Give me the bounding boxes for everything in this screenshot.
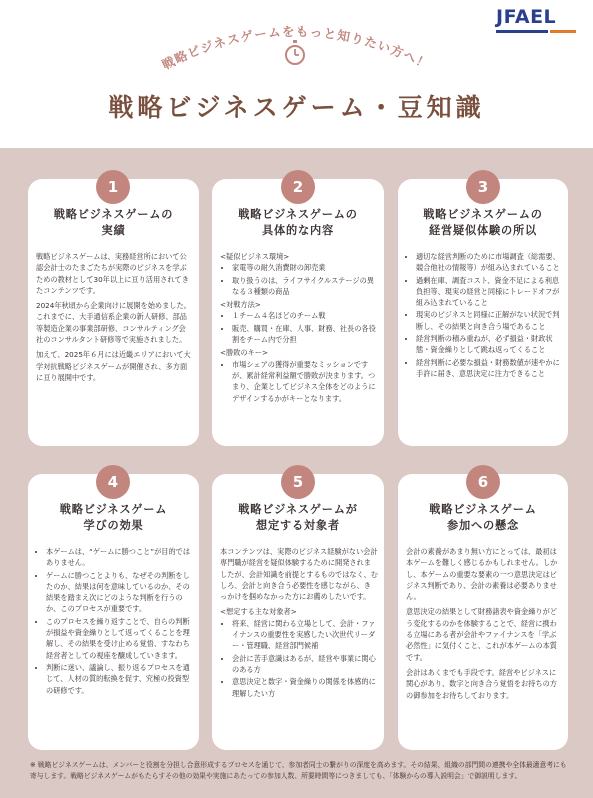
list-item: • 取り扱うのは、ライフサイクルステージの異なる３種類の商品 — [232, 275, 378, 298]
list-item: • 本ゲームは、“ゲームに勝つこと”が目的ではありません。 — [46, 546, 193, 569]
list-item: • 将来、経営に関わる立場として、会計・ファイナンスの重要性を実感したい次世代リーダー・管理職、経営部門候補 — [232, 618, 378, 652]
list-item: • 会計に苦手意識はあるが、経営や事業に関心のある方 — [232, 653, 378, 676]
list-item: • 過剰在庫、調査コスト、資金不足による利息負担等、現実の経営と同様にトレードオフが組み込まれていること — [416, 275, 562, 309]
card-title: 戦略ビジネスゲームの 具体的な内容 — [238, 208, 358, 237]
card-1 — [28, 179, 199, 446]
paragraph: 加えて、2025年６月には近畿エリアにおいて大学対抗戦略ビジネスゲームが開催され、多方面に亘り展開中です。 — [36, 350, 191, 382]
card-6 — [398, 474, 568, 750]
stopwatch-icon — [283, 40, 307, 66]
list-item: • 家電等の耐久消費財の卸売業 — [232, 262, 378, 273]
card-2 — [212, 179, 384, 446]
card-title: 戦略ビジネスゲームの 実績 — [53, 208, 174, 237]
list-item: • 市場シェアの獲得が重要なミッションですが、累計経常利益額で勝敗が決まります。つまり、企業としてビジネス全体をどのようにデザインするかがキーとなります。 — [232, 359, 378, 404]
jfael-logo: JFAEL — [496, 6, 557, 28]
card-body — [36, 251, 193, 387]
card-title: 戦略ビジネスゲームが 想定する対象者 — [238, 503, 358, 532]
section-heading: <想定する主な対象者> — [220, 607, 297, 617]
card-number: 2 — [281, 170, 315, 204]
card-body — [406, 546, 562, 705]
card-5 — [212, 474, 384, 750]
list-item: • ゲームに勝つことよりも、なぜその判断をしたのか、結果は何を意味しているのか、その結果を踏まえ次にどのような判断を行うのか、このプロセスが重要です。 — [46, 570, 193, 615]
list-item: • 意思決定と数字・資金繰りの関係を体感的に理解したい方 — [232, 676, 378, 699]
section-heading: <疑似ビジネス環境> — [220, 252, 290, 261]
list-item: • １チーム４名ほどのチーム戦 — [232, 310, 378, 321]
card-number: 3 — [466, 170, 500, 204]
card-body — [220, 251, 378, 406]
section-heading: <勝敗のキー> — [220, 348, 268, 358]
card-number: 4 — [96, 465, 130, 499]
card-number: 5 — [281, 465, 315, 499]
card-title: 戦略ビジネスゲーム 学びの効果 — [59, 503, 168, 532]
list-item: • 適切な経営判断のために市場調査（総需要、競合他社の情報等）が組み込まれていること — [416, 251, 562, 274]
list-item: • 現実のビジネスと同様に正解がない状況で判断し、その結果と向き合う場であること — [416, 309, 562, 332]
page-title: 戦略ビジネスゲーム・豆知識 — [108, 93, 485, 122]
card-4 — [28, 474, 199, 750]
card-body — [404, 251, 562, 381]
paragraph: 会計の素養があまり無い方にとっては、最初は本ゲームを難しく感じるかもしれません。しかし、本ゲームの重要な要素の一つ意思決定はビジネス判断であり、会計の素養は必要ありません。 — [406, 547, 558, 602]
paragraph: 会計はあくまでも手段です。経営やビジネスに関心があり、数字と向き合う覚悟をお持ちの方の御参加をお待ちしております。 — [406, 667, 557, 700]
paragraph: 意思決定の結果として財務諸表や資金繰りがどう変化するのかを体験することで、経営に携わる立場にある者が会計やファイナンスを「学ぶ必然性」に気付くこと、これが本ゲームの本質です。 — [406, 607, 557, 662]
list-item: • 販売、購買・在庫、人事、財務、社長の各役割をチーム内で分担 — [232, 323, 378, 346]
list-item: • 経営判断に必要な損益・財務数値が速やかに手許に届き、意思決定に注力できること — [416, 357, 562, 380]
card-3 — [398, 179, 568, 446]
section-heading: <対戦方法> — [220, 300, 261, 310]
paragraph: 戦略ビジネスゲームは、実務経営所において公認会計士のたまごたちが実際のビジネスを学ぶための教材として30年以上に亘り活用されてきたコンテンツです。 — [36, 252, 189, 295]
list-item: • 経営判断の積み重ねが、必ず損益・財政状態・資金繰りとして跳ね返ってくること — [416, 333, 562, 356]
list-item: • このプロセスを繰り返すことで、自らの判断が損益や資金繰りとして返ってくることを理解し、その結果を受け止める覚悟、すなわち経営者としての視座を醸成していきます。 — [46, 616, 193, 661]
card-body — [34, 546, 193, 698]
footnote: ※ 戦略ビジネスゲームは、メンバーと役割を分担し合意形成するプロセスを通じて、参加者同士の繋がりの深度を高めます。その結果、組織の部門間の連携や全体最適意考にも寄与します。戦略ビジネスゲームがもたらすその他の効果や実施にあたっての参加人数、所要時間等につきましても、「体験からの導入説明会」で御説明します。 — [30, 761, 567, 780]
list-item: • 判断に迷い、議論し、振り返るプロセスを通じて、人材の質的転換を促す、究極の投資型の研修です。 — [46, 662, 193, 696]
card-body — [220, 546, 378, 701]
card-title: 戦略ビジネスゲーム 参加への懸念 — [429, 503, 537, 532]
paragraph: 本コンテンツは、実際のビジネス経験がない会計専門職が経営を疑似体験するために開発されましたが、会計知識を前提とするものではなく、むしろ、会計と向き合う必要性を感じながら、きっかけを掴めなかった方にお薦めしたいです。 — [220, 547, 378, 602]
paragraph: 2024年秋頃から企業向けに展開を始めました。これまでに、大手通信系企業の新人研修、部品等製造企業の事業部研修、コンサルティング会社のコンサルタント研修等で実施されました。 — [36, 301, 191, 345]
card-number: 6 — [466, 465, 500, 499]
card-number: 1 — [96, 170, 130, 204]
card-title: 戦略ビジネスゲームの 経営疑似体験の所以 — [423, 208, 543, 237]
subtitle-text: 戦略ビジネスゲームをもっと知りたい方へ！ — [159, 23, 433, 73]
